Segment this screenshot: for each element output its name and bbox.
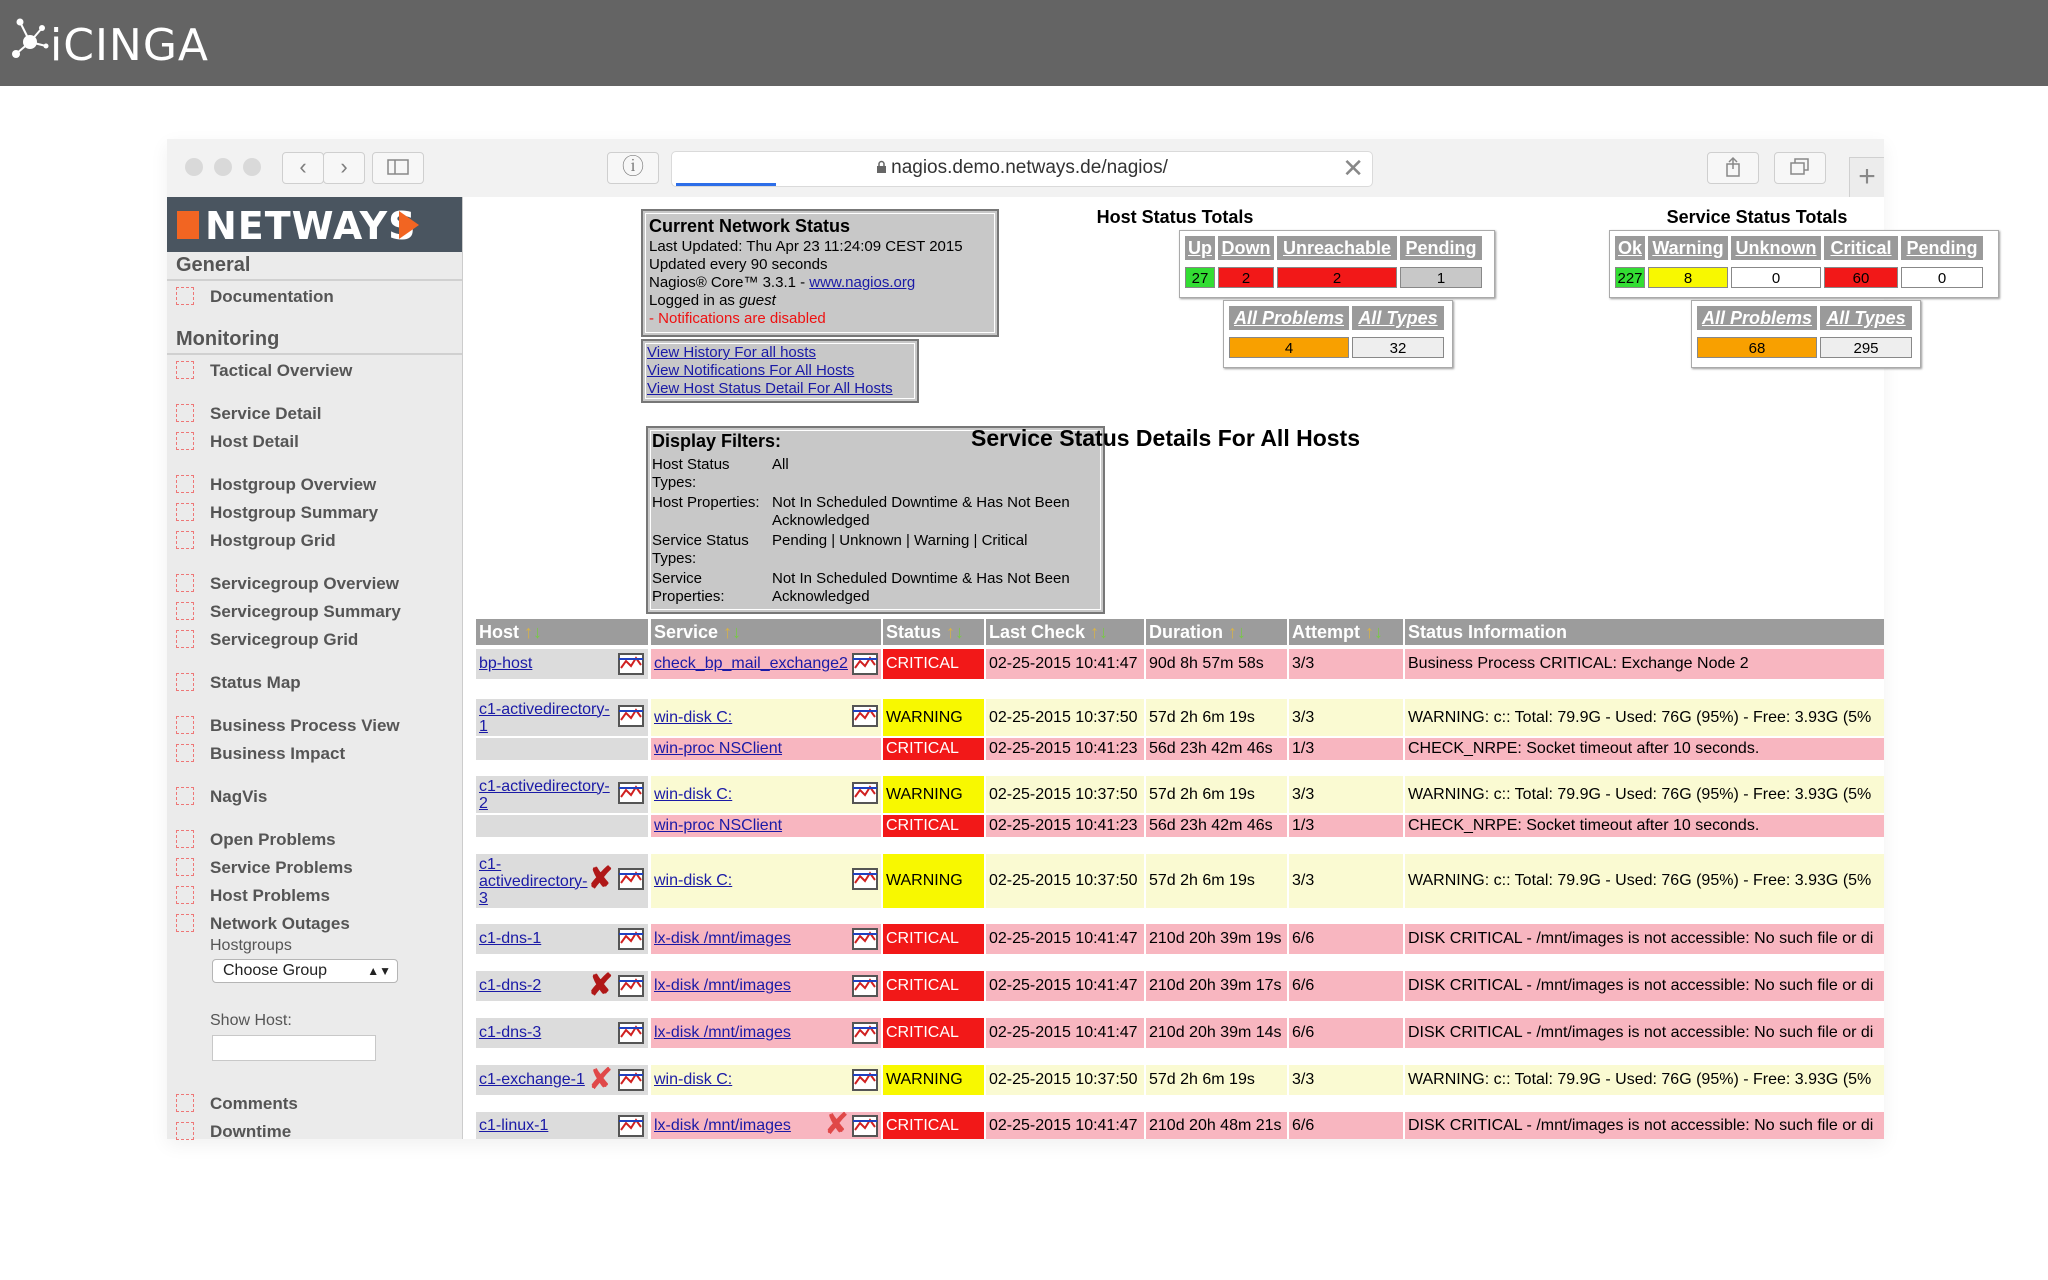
share-icon bbox=[1725, 157, 1741, 177]
service-status-filter-value: Pending | Unknown | Warning | Critical bbox=[772, 532, 1028, 549]
status-badge: CRITICAL bbox=[883, 1018, 984, 1048]
column-status-information[interactable]: Status Information bbox=[1405, 619, 1884, 645]
host-graph-icon[interactable] bbox=[618, 928, 644, 950]
host-link[interactable]: c1-activedirectory- bbox=[479, 777, 610, 795]
view-links-panel bbox=[641, 339, 919, 403]
host-totals-title: Host Status Totals bbox=[1096, 207, 1254, 227]
sidebar-item-business-impact[interactable]: Business Impact bbox=[210, 744, 346, 763]
host-graph-icon[interactable] bbox=[618, 782, 644, 804]
sort-ascending-icon[interactable]: ↑ bbox=[1228, 622, 1238, 642]
tabs-overview-button[interactable] bbox=[1774, 152, 1826, 184]
host-graph-icon[interactable] bbox=[618, 1069, 644, 1091]
service-graph-icon[interactable] bbox=[852, 1115, 878, 1137]
documentation-icon bbox=[176, 287, 194, 305]
hostgroup-select-value: Choose Group bbox=[223, 962, 328, 979]
service-unknown-header[interactable]: Unknown bbox=[1731, 236, 1821, 260]
nagios-link[interactable]: www.nagios.org bbox=[809, 274, 916, 291]
column-last-check[interactable]: Last Check ↑↓ bbox=[986, 619, 1144, 645]
service-pending-header[interactable]: Pending bbox=[1901, 236, 1983, 260]
sort-ascending-icon[interactable]: ↑ bbox=[723, 622, 733, 642]
sort-descending-icon[interactable]: ↓ bbox=[533, 622, 543, 642]
host-all-types-count: 32 bbox=[1352, 337, 1444, 358]
column-host[interactable]: Host ↑↓ bbox=[476, 619, 648, 645]
sidebar-item-servicegroup-grid[interactable]: Servicegroup Grid bbox=[210, 630, 359, 649]
status-badge: WARNING bbox=[883, 776, 984, 813]
update-interval: Updated every 90 seconds bbox=[649, 256, 828, 273]
column-status[interactable]: Status ↑↓ bbox=[883, 619, 984, 645]
sidebar-item-host-problems[interactable]: Host Problems bbox=[210, 886, 330, 905]
table-row: c1-linux-1 lx-disk /mnt/images ✘ CRITICAL 02-25-2015 10:41:47 210d 20h 48m 21s 6/6 DISK CRITICAL - /mnt/images is not accessible: No such file or di bbox=[476, 1112, 1884, 1139]
hostgroups-label: Hostgroups bbox=[210, 937, 292, 954]
show-host-input[interactable] bbox=[212, 1035, 376, 1061]
sort-ascending-icon[interactable]: ↑ bbox=[1090, 622, 1100, 642]
host-link[interactable]: c1- bbox=[479, 855, 502, 873]
host-down-header[interactable]: Down bbox=[1218, 236, 1274, 260]
new-tab-button[interactable] bbox=[1849, 157, 1884, 198]
sidebar-item-open-problems[interactable]: Open Problems bbox=[210, 830, 336, 849]
notifications-disabled-icon[interactable]: ✘ bbox=[824, 1108, 850, 1141]
sort-descending-icon[interactable]: ↓ bbox=[1237, 622, 1247, 642]
page-load-progress bbox=[676, 183, 776, 186]
host-up-count: 27 bbox=[1185, 267, 1215, 288]
service-critical-header[interactable]: Critical bbox=[1824, 236, 1898, 260]
forward-button[interactable] bbox=[323, 152, 365, 184]
sidebar-item-service-detail[interactable]: Service Detail bbox=[210, 404, 322, 423]
service-table-header bbox=[476, 619, 1884, 645]
icinga-logo-icon bbox=[8, 6, 52, 70]
status-badge: WARNING bbox=[883, 854, 984, 908]
plus-icon: + bbox=[1858, 160, 1876, 193]
table-row: c1- activedirectory- 3 ✘ win-disk C: WARNING 02-25-2015 10:37:50 57d 2h 6m 19s 3/3 WARNING: c:: Total: 79.9G - Used: 76G (95%) - Free: 3.93G (5% bbox=[476, 854, 1884, 908]
sidebar-item-documentation[interactable]: Documentation bbox=[210, 287, 334, 306]
service-all-types-count: 295 bbox=[1820, 337, 1912, 358]
host-graph-icon[interactable] bbox=[618, 975, 644, 997]
host-link[interactable]: c1-exchange-1 bbox=[479, 1071, 585, 1088]
table-row: win-proc NSClient CRITICAL 02-25-2015 10:41:23 56d 23h 42m 46s 1/3 CHECK_NRPE: Socket timeout after 10 seconds. bbox=[476, 815, 1884, 837]
nagios-sidebar bbox=[167, 197, 463, 1139]
service-link[interactable]: win-disk C: bbox=[654, 708, 733, 726]
network-status-panel bbox=[641, 209, 999, 337]
service-link[interactable]: lx-disk /mnt/images bbox=[654, 930, 791, 947]
acknowledged-x-icon[interactable]: ✘ bbox=[588, 862, 614, 895]
status-badge: WARNING bbox=[883, 699, 984, 736]
view-notifications-link[interactable]: View Notifications For All Hosts bbox=[647, 362, 855, 379]
host-link[interactable]: c1-dns-1 bbox=[479, 930, 542, 947]
status-badge: CRITICAL bbox=[883, 738, 984, 760]
close-window-button[interactable] bbox=[185, 158, 203, 176]
sidebar-item-servicegroup-summary[interactable]: Servicegroup Summary bbox=[210, 602, 401, 621]
sort-ascending-icon[interactable]: ↑ bbox=[524, 622, 534, 642]
sidebar-item-network-outages[interactable]: Network Outages bbox=[210, 914, 350, 933]
network-status-title: Current Network Status bbox=[649, 216, 851, 236]
sort-ascending-icon[interactable]: ↑ bbox=[946, 622, 956, 642]
maximize-window-button[interactable] bbox=[243, 158, 261, 176]
service-link[interactable]: lx-disk /mnt/images bbox=[654, 1116, 791, 1134]
select-arrows-icon: ▲▼ bbox=[367, 964, 391, 978]
info-icon: ⓘ bbox=[621, 154, 644, 179]
logged-in-label: Logged in as bbox=[649, 292, 740, 309]
service-critical-count: 60 bbox=[1824, 267, 1898, 288]
page-title: Service Status Details For All Hosts bbox=[971, 425, 1361, 451]
view-host-status-link[interactable]: View Host Status Detail For All Hosts bbox=[647, 380, 893, 397]
status-badge: CRITICAL bbox=[883, 649, 984, 679]
service-link[interactable]: win-disk C: bbox=[654, 1071, 733, 1088]
sort-descending-icon[interactable]: ↓ bbox=[1099, 622, 1109, 642]
sidebar-item-hostgroup-summary[interactable]: Hostgroup Summary bbox=[210, 503, 379, 522]
sidebar-toggle-button[interactable] bbox=[372, 152, 424, 184]
status-badge: CRITICAL bbox=[883, 1112, 984, 1139]
host-link[interactable]: c1-dns-3 bbox=[479, 1024, 542, 1041]
service-graph-icon[interactable] bbox=[852, 1022, 878, 1044]
hostgroup-select[interactable] bbox=[212, 959, 398, 983]
lock-icon bbox=[876, 160, 887, 174]
sidebar-icon bbox=[387, 159, 409, 175]
sidebar-item-service-problems[interactable]: Service Problems bbox=[210, 858, 353, 877]
service-warning-header[interactable]: Warning bbox=[1648, 236, 1728, 260]
sidebar-item-hostgroup-overview[interactable]: Hostgroup Overview bbox=[210, 475, 377, 494]
host-unreachable-count: 2 bbox=[1277, 267, 1397, 288]
host-all-types-header[interactable]: All Types bbox=[1352, 306, 1444, 330]
sidebar-item-comments[interactable]: Comments bbox=[210, 1094, 298, 1113]
service-problems-table bbox=[1691, 300, 1921, 368]
sort-ascending-icon[interactable]: ↑ bbox=[1365, 622, 1375, 642]
column-duration[interactable]: Duration ↑↓ bbox=[1146, 619, 1287, 645]
sort-descending-icon[interactable]: ↓ bbox=[1374, 622, 1384, 642]
service-all-problems-count: 68 bbox=[1697, 337, 1817, 358]
view-history-link[interactable]: View History For all hosts bbox=[647, 344, 816, 361]
sidebar-item-servicegroup-overview[interactable]: Servicegroup Overview bbox=[210, 574, 399, 593]
browser-toolbar bbox=[167, 139, 1884, 198]
back-button[interactable] bbox=[282, 152, 324, 184]
service-graph-icon[interactable] bbox=[852, 868, 878, 890]
service-totals-title: Service Status Totals bbox=[1666, 207, 1848, 227]
browser-window bbox=[167, 139, 1978, 1141]
service-properties-filter-value: Not In Scheduled Downtime & Has Not Been bbox=[772, 570, 1070, 587]
host-graph-icon[interactable] bbox=[618, 1115, 644, 1137]
host-properties-filter-value: Not In Scheduled Downtime & Has Not Been bbox=[772, 494, 1070, 511]
service-graph-icon[interactable] bbox=[852, 782, 878, 804]
stop-loading-icon[interactable]: ✕ bbox=[1342, 153, 1364, 183]
service-pending-count: 0 bbox=[1901, 267, 1983, 288]
host-link[interactable]: c1-dns-2 bbox=[479, 977, 542, 994]
main-content bbox=[463, 197, 1978, 1141]
forward-icon: › bbox=[340, 154, 348, 179]
sort-descending-icon[interactable]: ↓ bbox=[955, 622, 965, 642]
sidebar-item-business-process-view[interactable]: Business Process View bbox=[210, 716, 400, 735]
host-graph-icon[interactable] bbox=[618, 705, 644, 727]
service-all-types-header[interactable]: All Types bbox=[1820, 306, 1912, 330]
netways-logo: NETWAYS bbox=[167, 197, 462, 252]
service-link[interactable]: win-proc NSClient bbox=[654, 740, 783, 757]
show-host-label: Show Host: bbox=[210, 1012, 292, 1029]
status-badge: CRITICAL bbox=[883, 971, 984, 1001]
host-link[interactable]: bp-host bbox=[479, 655, 533, 672]
host-all-problems-count: 4 bbox=[1229, 337, 1349, 358]
service-graph-icon[interactable] bbox=[852, 975, 878, 997]
table-row: c1-activedirectory- 1 win-disk C: WARNING 02-25-2015 10:37:50 57d 2h 6m 19s 3/3 WARNING: c:: Total: 79.9G - Used: 76G (95%) - Free: 3.93G (5% bbox=[476, 699, 1884, 736]
general-heading: General bbox=[176, 254, 251, 276]
sidebar-item-hostgroup-grid[interactable]: Hostgroup Grid bbox=[210, 531, 336, 550]
service-link[interactable]: win-disk C: bbox=[654, 872, 733, 889]
status-badge: CRITICAL bbox=[883, 924, 984, 954]
minimize-window-button[interactable] bbox=[214, 158, 232, 176]
tabs-icon bbox=[1790, 158, 1810, 176]
acknowledged-x-icon[interactable]: ✘ bbox=[588, 969, 614, 1002]
table-row: c1-dns-2 ✘ lx-disk /mnt/images CRITICAL 02-25-2015 10:41:47 210d 20h 39m 17s 6/6 DISK CRITICAL - /mnt/images is not accessible: No such file or di bbox=[476, 971, 1884, 1001]
host-link[interactable]: c1-linux-1 bbox=[479, 1116, 549, 1134]
service-ok-count: 227 bbox=[1615, 267, 1645, 288]
table-row: c1-exchange-1 ✘ win-disk C: WARNING 02-25-2015 10:37:50 57d 2h 6m 19s 3/3 WARNING: c:: Total: 79.9G - Used: 76G (95%) - Free: 3.93G (5% bbox=[476, 1065, 1884, 1095]
share-button[interactable] bbox=[1707, 152, 1759, 184]
last-updated: Last Updated: Thu Apr 23 11:24:09 CEST 2015 bbox=[649, 238, 963, 255]
display-filters-panel: Display Filters: Host Status Types: All Host Properties: Not In Scheduled Downtime & Has Not Been Acknowledged Service Status Types: Pending | Unknown | Warning | Critical Service Properties: Not In Scheduled Downtime & Has Not Been Acknowledged bbox=[646, 426, 1105, 614]
host-graph-icon[interactable] bbox=[618, 868, 644, 890]
service-all-problems-header[interactable]: All Problems bbox=[1697, 306, 1817, 330]
host-up-header[interactable]: Up bbox=[1185, 236, 1215, 260]
table-row: c1-dns-1 lx-disk /mnt/images CRITICAL 02-25-2015 10:41:47 210d 20h 39m 19s 6/6 DISK CRITICAL - /mnt/images is not accessible: No such file or di bbox=[476, 924, 1884, 954]
column-service[interactable]: Service ↑↓ bbox=[651, 619, 881, 645]
sidebar-item-downtime[interactable]: Downtime bbox=[210, 1122, 292, 1141]
service-unknown-count: 0 bbox=[1731, 267, 1821, 288]
sort-descending-icon[interactable]: ↓ bbox=[732, 622, 742, 642]
filters-title: Display Filters: bbox=[652, 431, 782, 451]
back-icon: ‹ bbox=[299, 154, 307, 179]
core-version: Nagios® Core™ 3.3.1 - bbox=[649, 274, 810, 291]
table-row: c1-dns-3 lx-disk /mnt/images CRITICAL 02-25-2015 10:41:47 210d 20h 39m 14s 6/6 DISK CRITICAL - /mnt/images is not accessible: No such file or di bbox=[476, 1018, 1884, 1048]
sidebar-item-status-map[interactable]: Status Map bbox=[210, 673, 301, 692]
service-link[interactable]: lx-disk /mnt/images bbox=[654, 1024, 791, 1041]
service-graph-icon[interactable] bbox=[852, 653, 878, 675]
reader-info-button[interactable] bbox=[607, 152, 659, 184]
host-problems-table bbox=[1223, 300, 1453, 368]
notifications-disabled: - Notifications are disabled bbox=[649, 310, 826, 327]
sidebar-item-tactical-overview[interactable]: Tactical Overview bbox=[210, 361, 353, 380]
icinga-logo-text: iCINGA bbox=[50, 20, 210, 71]
host-totals-table bbox=[1179, 230, 1495, 298]
service-graph-icon[interactable] bbox=[852, 705, 878, 727]
host-down-count: 2 bbox=[1218, 267, 1274, 288]
host-status-filter-value: All bbox=[772, 456, 789, 473]
host-unreachable-header[interactable]: Unreachable bbox=[1277, 236, 1397, 260]
host-all-problems-header[interactable]: All Problems bbox=[1229, 306, 1349, 330]
host-pending-count: 1 bbox=[1400, 267, 1482, 288]
column-attempt[interactable]: Attempt ↑↓ bbox=[1289, 619, 1403, 645]
status-badge: CRITICAL bbox=[883, 815, 984, 837]
host-graph-icon[interactable] bbox=[618, 653, 644, 675]
address-bar[interactable] bbox=[671, 151, 1373, 187]
service-ok-header[interactable]: Ok bbox=[1615, 236, 1645, 260]
logged-in-user: guest bbox=[739, 292, 776, 309]
url-text: nagios.demo.netways.de/nagios/ bbox=[891, 157, 1168, 178]
service-link[interactable]: win-proc NSClient bbox=[654, 817, 783, 834]
service-graph-icon[interactable] bbox=[852, 1069, 878, 1091]
notifications-disabled-icon[interactable]: ✘ bbox=[588, 1063, 614, 1096]
host-pending-header[interactable]: Pending bbox=[1400, 236, 1482, 260]
table-row: bp-host check_bp_mail_exchange2 CRITICAL 02-25-2015 10:41:47 90d 8h 57m 58s 3/3 Business Process CRITICAL: Exchange Node 2 bbox=[476, 649, 1884, 679]
sidebar-item-host-detail[interactable]: Host Detail bbox=[210, 432, 299, 451]
table-row: c1-activedirectory- 2 win-disk C: WARNING 02-25-2015 10:37:50 57d 2h 6m 19s 3/3 WARNING: c:: Total: 79.9G - Used: 76G (95%) - Free: 3.93G (5% bbox=[476, 776, 1884, 813]
service-link[interactable]: check_bp_mail_exchange2 bbox=[654, 655, 848, 672]
service-link[interactable]: lx-disk /mnt/images bbox=[654, 977, 791, 994]
service-link[interactable]: win-disk C: bbox=[654, 785, 733, 803]
service-warning-count: 8 bbox=[1648, 267, 1728, 288]
sidebar-item-nagvis[interactable]: NagVis bbox=[210, 787, 268, 806]
service-graph-icon[interactable] bbox=[852, 928, 878, 950]
host-link[interactable]: c1-activedirectory- bbox=[479, 700, 610, 718]
status-badge: WARNING bbox=[883, 1065, 984, 1095]
service-totals-table bbox=[1609, 230, 1999, 298]
icinga-header bbox=[0, 0, 2048, 86]
host-graph-icon[interactable] bbox=[618, 1022, 644, 1044]
table-row: win-proc NSClient CRITICAL 02-25-2015 10:41:23 56d 23h 42m 46s 1/3 CHECK_NRPE: Socket timeout after 10 seconds. bbox=[476, 738, 1884, 760]
monitoring-heading: Monitoring bbox=[176, 328, 280, 350]
